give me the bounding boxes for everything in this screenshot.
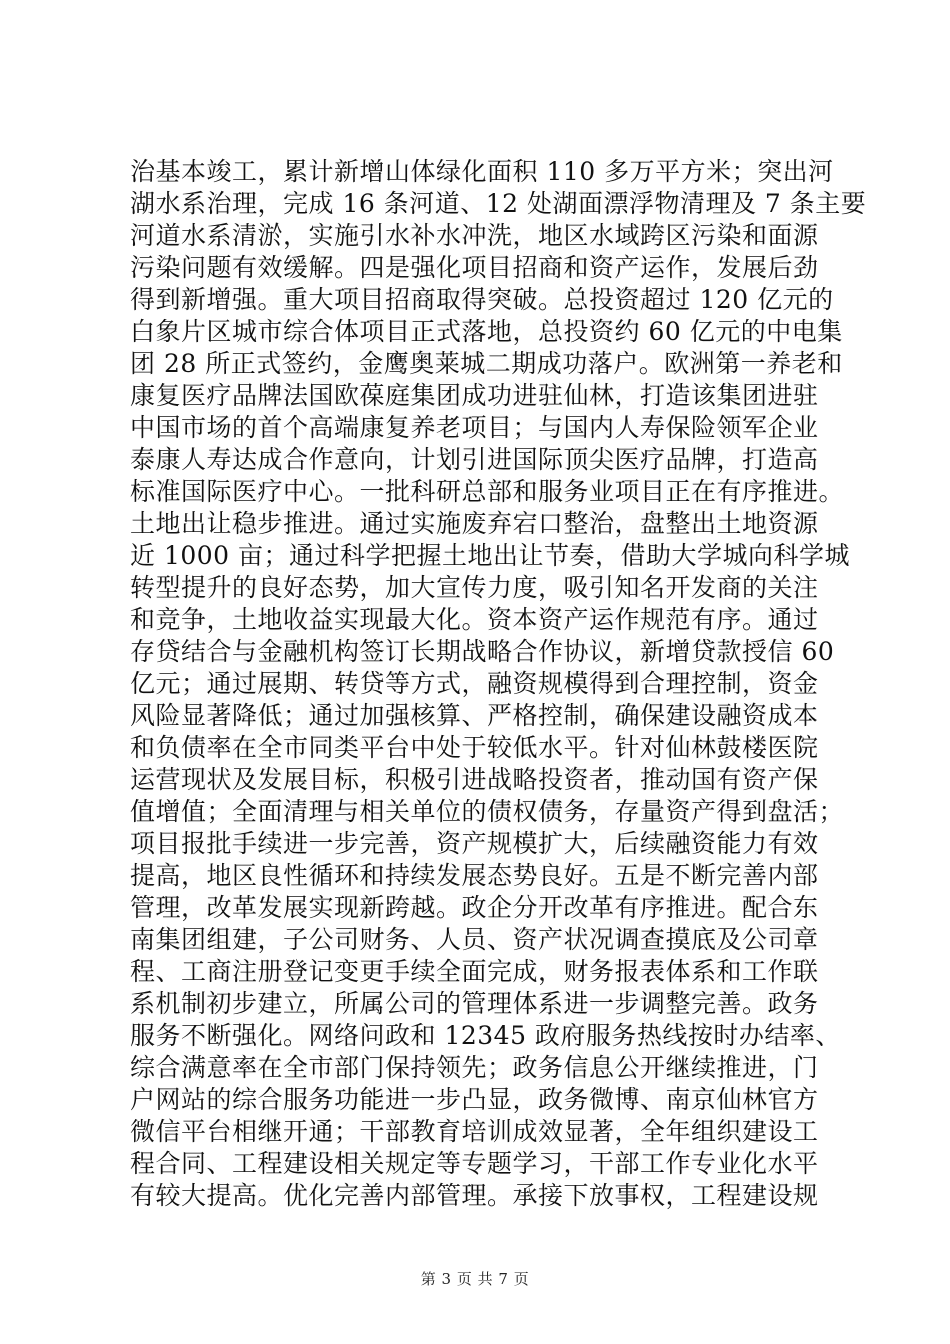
text-line: 得到新增强。重大项目招商取得突破。总投资超过 120 亿元的	[130, 285, 834, 314]
text-line: 泰康人寿达成合作意向，计划引进国际顶尖医疗品牌，打造高	[130, 445, 819, 474]
text-line: 和竞争，土地收益实现最大化。资本资产运作规范有序。通过	[130, 605, 819, 634]
text-line: 标准国际医疗中心。一批科研总部和服务业项目正在有序推进。	[130, 477, 845, 506]
text-line: 土地出让稳步推进。通过实施废弃宕口整治，盘整出土地资源	[130, 509, 819, 538]
text-line: 存贷结合与金融机构签订长期战略合作协议，新增贷款授信 60	[130, 637, 835, 666]
text-line: 团 28 所正式签约，金鹰奥莱城二期成功落户。欧洲第一养老和	[130, 349, 843, 378]
text-line: 污染问题有效缓解。四是强化项目招商和资产运作，发展后劲	[130, 253, 819, 282]
text-line: 微信平台相继开通；干部教育培训成效显著，全年组织建设工	[130, 1117, 819, 1146]
text-line: 风险显著降低；通过加强核算、严格控制，确保建设融资成本	[130, 701, 819, 730]
text-line: 管理，改革发展实现新跨越。政企分开改革有序推进。配合东	[130, 893, 819, 922]
text-line: 南集团组建，子公司财务、人员、资产状况调查摸底及公司章	[130, 925, 819, 954]
text-line: 和负债率在全市同类平台中处于较低水平。针对仙林鼓楼医院	[130, 733, 819, 762]
text-line: 近 1000 亩；通过科学把握土地出让节奏，借助大学城向科学城	[130, 541, 851, 570]
text-line: 湖水系治理，完成 16 条河道、12 处湖面漂浮物清理及 7 条主要	[130, 189, 867, 218]
text-line: 项目报批手续进一步完善，资产规模扩大，后续融资能力有效	[130, 829, 819, 858]
text-line: 治基本竣工，累计新增山体绿化面积 110 多万平方米；突出河	[130, 157, 834, 186]
text-line: 程合同、工程建设相关规定等专题学习，干部工作专业化水平	[130, 1149, 819, 1178]
page-footer	[0, 1268, 950, 1289]
text-line: 转型提升的良好态势，加大宣传力度，吸引知名开发商的关注	[130, 573, 819, 602]
text-line: 中国市场的首个高端康复养老项目；与国内人寿保险领军企业	[130, 413, 819, 442]
text-line: 系机制初步建立，所属公司的管理体系进一步调整完善。政务	[130, 989, 819, 1018]
text-line: 运营现状及发展目标，积极引进战略投资者，推动国有资产保	[130, 765, 819, 794]
text-line: 河道水系清淤，实施引水补水冲洗，地区水域跨区污染和面源	[130, 221, 819, 250]
text-line: 有较大提高。优化完善内部管理。承接下放事权，工程建设规	[130, 1181, 819, 1210]
text-line: 程、工商注册登记变更手续全面完成，财务报表体系和工作联	[130, 957, 819, 986]
text-line: 康复医疗品牌法国欧葆庭集团成功进驻仙林，打造该集团进驻	[130, 381, 819, 410]
text-line: 亿元；通过展期、转贷等方式，融资规模得到合理控制，资金	[130, 669, 819, 698]
text-line: 白象片区城市综合体项目正式落地，总投资约 60 亿元的中电集	[130, 317, 843, 346]
page-number-label: 第 3 页 共 7 页	[420, 1270, 530, 1288]
document-body	[130, 156, 867, 1212]
text-line: 户网站的综合服务功能进一步凸显，政务微博、南京仙林官方	[130, 1085, 819, 1114]
text-line: 值增值；全面清理与相关单位的债权债务，存量资产得到盘活；	[130, 797, 845, 826]
text-line: 提高，地区良性循环和持续发展态势良好。五是不断完善内部	[130, 861, 819, 890]
text-line: 服务不断强化。网络问政和 12345 政府服务热线按时办结率、	[130, 1021, 841, 1050]
text-line: 综合满意率在全市部门保持领先；政务信息公开继续推进，门	[130, 1053, 819, 1082]
